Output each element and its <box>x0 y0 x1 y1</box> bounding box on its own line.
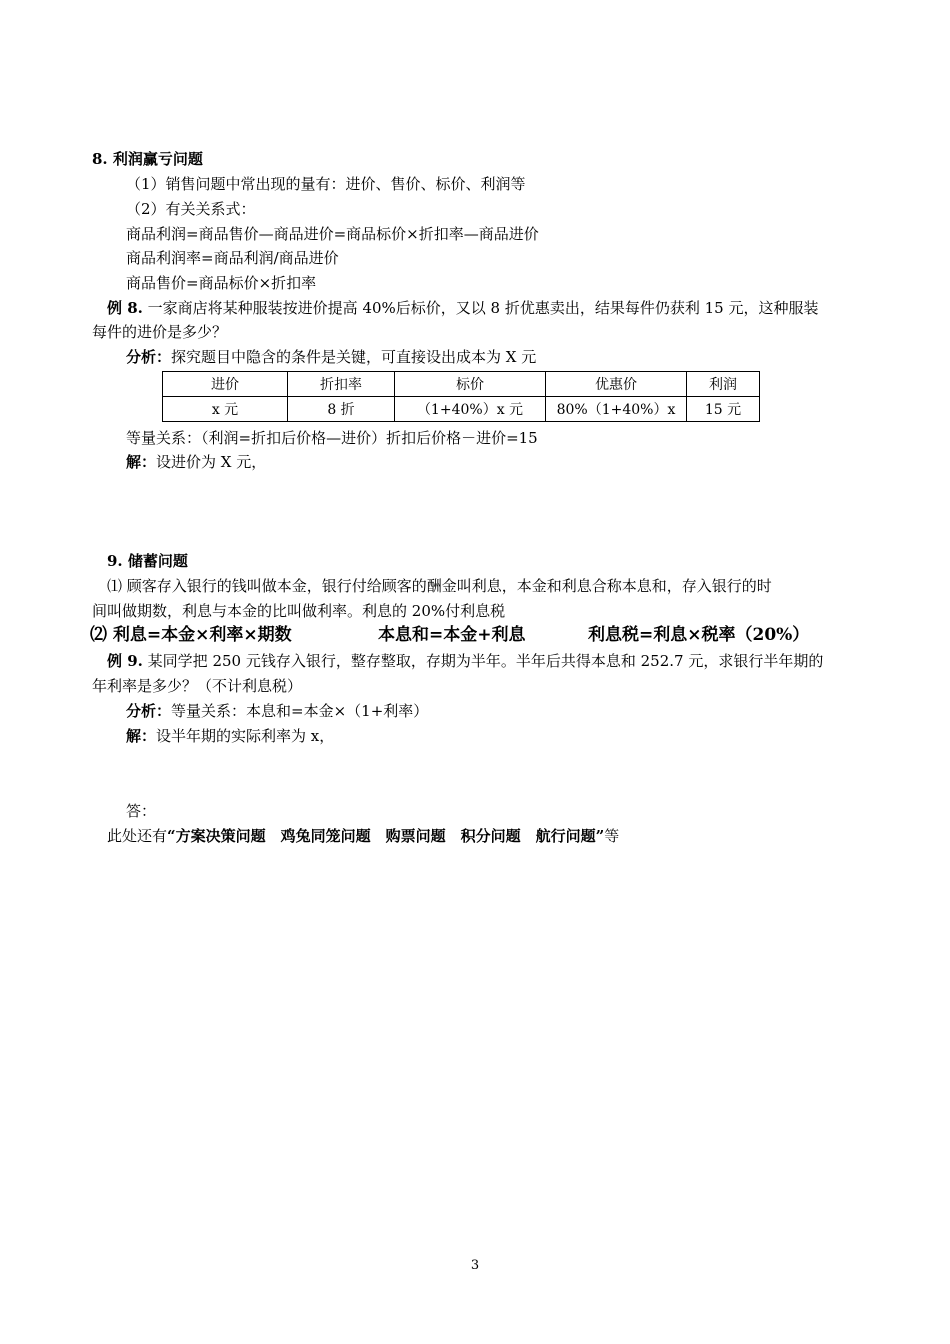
table-cell: x 元 <box>163 397 288 422</box>
equation-8: 等量关系：（利润=折扣后价格—进价）折扣后价格－进价=15 <box>126 429 538 447</box>
solution-8-text: 设进价为 X 元， <box>156 453 267 471</box>
sec9-paragraph-1: ⑴ 顾客存入银行的钱叫做本金，银行付给顾客的酬金叫利息，本金和利息合称本息和，存入银行的时 <box>107 577 772 595</box>
example-9-label: 例 9. <box>107 652 143 670</box>
formula-profit: 商品利润=商品售价—商品进价=商品标价×折扣率—商品进价 <box>126 225 539 243</box>
sec8-paragraph-2: （2）有关关系式： <box>126 200 256 218</box>
other-problems-note <box>107 826 619 846</box>
example-9-text: 某同学把 250 元钱存入银行，整存整取，存期为半年。半年后共得本息和 252.7 元，求银行半年期的 <box>147 652 824 670</box>
answer-label: 答： <box>126 802 157 820</box>
table-cell: 8 折 <box>288 397 395 422</box>
formula-selling-price: 商品售价=商品标价×折扣率 <box>126 274 317 292</box>
analysis-9-label: 分析： <box>126 702 172 720</box>
formula-interest: ⑵ 利息=本金×利率×期数 <box>90 625 292 645</box>
formula-tax: 利息税=利息×税率（20%） <box>588 625 810 645</box>
example-8-label: 例 8. <box>107 299 143 317</box>
formula-profit-rate: 商品利润率=商品利润/商品进价 <box>126 249 339 267</box>
table-header-cell: 折扣率 <box>288 372 395 397</box>
note-suffix: 等 <box>604 827 620 845</box>
analysis-9 <box>126 701 428 721</box>
table-header-cell: 标价 <box>395 372 546 397</box>
analysis-8-text: 探究题目中隐含的条件是关键，可直接设出成本为 X 元 <box>171 348 537 366</box>
formula-total: 本息和=本金+利息 <box>378 625 526 645</box>
analysis-9-text: 等量关系：本息和=本金×（1+利率） <box>171 702 429 720</box>
table-header-cell: 利润 <box>687 372 760 397</box>
table-cell: 15 元 <box>687 397 760 422</box>
sec9-paragraph-1-cont: 间叫做期数，利息与本金的比叫做利率。利息的 20%付利息税 <box>92 602 506 620</box>
analysis-8-label: 分析： <box>126 348 172 366</box>
pricing-table <box>162 371 760 422</box>
table-header-row <box>163 372 760 397</box>
section-8-title: 8. 利润赢亏问题 <box>92 150 203 168</box>
example-9 <box>107 651 823 671</box>
section-9-title: 9. 储蓄问题 <box>107 552 188 570</box>
example-8-text-cont: 每件的进价是多少？ <box>92 323 228 341</box>
table-cell: （1+40%）x 元 <box>395 397 546 422</box>
solution-9-label: 解： <box>126 727 157 745</box>
table-header-cell: 进价 <box>163 372 288 397</box>
example-8 <box>107 298 819 318</box>
sec8-paragraph-1: （1）销售问题中常出现的量有：进价、售价、标价、利润等 <box>126 175 526 193</box>
note-problem-types: “方案决策问题 鸡兔同笼问题 购票问题 积分问题 航行问题” <box>167 827 605 845</box>
solution-9-text: 设半年期的实际利率为 x， <box>156 727 335 745</box>
solution-8-label: 解： <box>126 453 157 471</box>
table-cell: 80%（1+40%）x <box>546 397 687 422</box>
solution-9 <box>126 726 334 746</box>
note-prefix: 此处还有 <box>107 827 168 845</box>
table-header-cell: 优惠价 <box>546 372 687 397</box>
example-8-text: 一家商店将某种服装按进价提高 40%后标价，又以 8 折优惠卖出，结果每件仍获利 15 元，这种服装 <box>147 299 819 317</box>
table-row <box>163 397 760 422</box>
analysis-8 <box>126 347 536 367</box>
solution-8 <box>126 452 266 472</box>
page-number: 3 <box>470 1258 480 1273</box>
example-9-text-cont: 年利率是多少？（不计利息税） <box>92 677 303 695</box>
